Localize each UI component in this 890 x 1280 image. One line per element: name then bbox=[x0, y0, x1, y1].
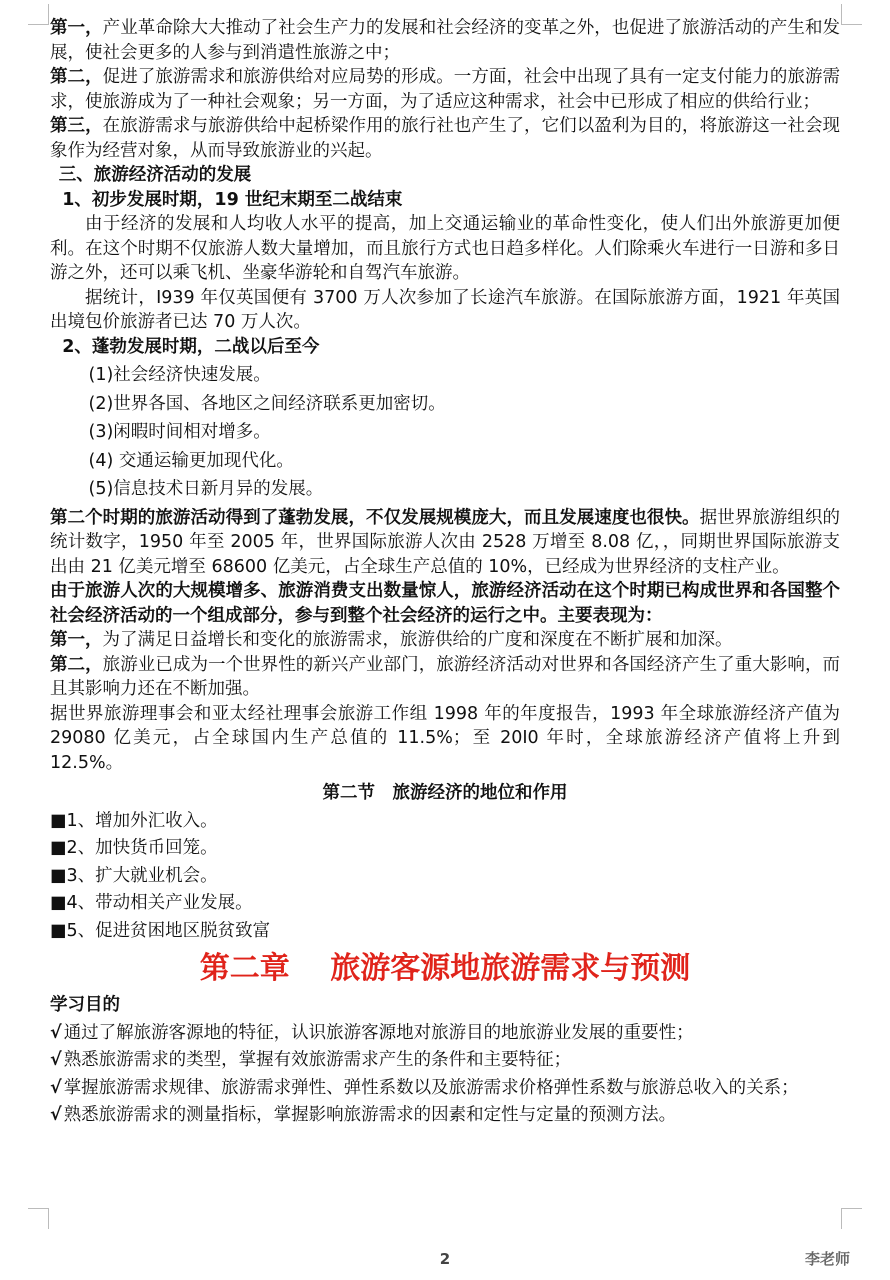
section-title: 第二节 旅游经济的地位和作用 bbox=[322, 783, 568, 803]
list-item: (5)信息技术日新月异的发展。 bbox=[88, 479, 324, 499]
subsection-heading-2: 2、蓬勃发展时期，二战以后至今 bbox=[62, 336, 320, 357]
chapter-title: 第二章 旅游客源地旅游需求与预测 bbox=[199, 951, 691, 986]
paragraph-manifest-second bbox=[50, 653, 840, 702]
paragraph-lead: 第一， bbox=[50, 18, 103, 38]
paragraph-statistics: 据统计，I939 年仅英国便有 3700 万人次参加了长途汽车旅游。在国际旅游方面，1921 年英国出境包价旅游者已达 70 万人次。 bbox=[50, 287, 840, 332]
subsection-heading-1: 1、初步发展时期，19 世纪末期至二战结束 bbox=[62, 189, 403, 210]
paragraph-first bbox=[50, 16, 840, 65]
paragraph-lead: 第二， bbox=[50, 654, 103, 675]
list-item: (4) 交通运输更加现代化。 bbox=[88, 450, 294, 471]
goal-text: 掌握旅游需求规律、旅游需求弹性、弹性系数以及旅游需求价格弹性系数与旅游总收入的关系； bbox=[63, 1077, 799, 1098]
paragraph-lead: 第三， bbox=[50, 116, 103, 136]
page-number: 2 bbox=[439, 1250, 451, 1268]
learning-goals-heading: 学习目的 bbox=[50, 995, 120, 1015]
paragraph-boom-period bbox=[50, 506, 840, 580]
paragraph-text: 据世界旅游组织的统计数字，1950 年至 2005 年，世界国际旅游人次由 2528 万增至 8.08 亿，，同期世界国际旅游支出由 21 亿美元增至 68600 亿美元，占全球生产总值的 10%，已经成为世界经济的支柱产业。 bbox=[50, 507, 841, 577]
author-watermark: 李老师 bbox=[804, 1250, 850, 1268]
check-icon: √ bbox=[50, 1077, 62, 1098]
paragraph-lead: 第二， bbox=[50, 67, 103, 87]
goal-item bbox=[50, 1021, 840, 1046]
section-heading: 三、旅游经济活动的发展 bbox=[58, 165, 252, 185]
check-icon: √ bbox=[50, 1050, 62, 1070]
paragraph-third bbox=[50, 114, 840, 163]
paragraph-manifest-first bbox=[50, 628, 840, 653]
check-icon: √ bbox=[50, 1022, 62, 1043]
crop-mark-top-right bbox=[841, 4, 862, 25]
goal-item bbox=[50, 1103, 840, 1128]
check-icon: √ bbox=[50, 1105, 62, 1125]
document-body bbox=[50, 16, 840, 1128]
paragraph-early-period: 由于经济的发展和人均收人水平的提高，加上交通运输业的革命性变化，使人们出外旅游更加便利。在这个时期不仅旅游人数大量增加，而且旅行方式也日趋多样化。人们除乘火车进行一日游和多日游之外，还可以乘飞机、坐豪华游轮和自驾汽车旅游。 bbox=[50, 214, 840, 283]
goal-text: 熟悉旅游需求的类型，掌握有效旅游需求产生的条件和主要特征； bbox=[63, 1050, 572, 1070]
paragraph-bold: 第二个时期的旅游活动得到了蓬勃发展，不仅发展规模庞大，而且发展速度也很快。 bbox=[50, 507, 700, 528]
list-item: ■1、增加外汇收入。 bbox=[50, 810, 218, 831]
crop-mark-top-left bbox=[28, 4, 49, 25]
list-item: ■4、带动相关产业发展。 bbox=[50, 893, 253, 913]
paragraph-text: 为了满足日益增长和变化的旅游需求，旅游供给的广度和深度在不断扩展和加深。 bbox=[102, 630, 733, 650]
goal-item bbox=[50, 1048, 840, 1073]
list-item: ■2、加快货币回笼。 bbox=[50, 838, 218, 858]
paragraph-text: 旅游业已成为一个世界性的新兴产业部门，旅游经济活动对世界和各国经济产生了重大影响，而且其影响力还在不断加强。 bbox=[50, 654, 840, 699]
goal-item bbox=[50, 1076, 840, 1101]
list-item: (3)闲暇时间相对增多。 bbox=[88, 422, 271, 442]
paragraph-text: 在旅游需求与旅游供给中起桥梁作用的旅行社也产生了，它们以盈利为目的，将旅游这一社会现象作为经营对象，从而导致旅游业的兴起。 bbox=[50, 116, 840, 161]
list-item: ■5、促进贫困地区脱贫致富 bbox=[50, 920, 271, 941]
paragraph-lead: 第一， bbox=[50, 630, 103, 650]
goal-text: 熟悉旅游需求的测量指标，掌握影响旅游需求的因素和定性与定量的预测方法。 bbox=[63, 1105, 677, 1125]
paragraph-text: 促进了旅游需求和旅游供给对应局势的形成。一方面，社会中出现了具有一定支付能力的旅游需求，使旅游成为了一种社会观象；另一方面，为了适应这种需求，社会中已形成了相应的供给行业； bbox=[50, 67, 840, 112]
crop-mark-bottom-right bbox=[841, 1208, 862, 1229]
list-item: ■3、扩大就业机会。 bbox=[50, 865, 218, 886]
list-item: (2)世界各国、各地区之间经济联系更加密切。 bbox=[88, 393, 446, 414]
paragraph-main-manifestation: 由于旅游人次的大规模增多、旅游消费支出数量惊人，旅游经济活动在这个时期已构成世界和各国整个社会经济活动的一个组成部分，参与到整个社会经济的运行之中。主要表现为： bbox=[50, 581, 840, 626]
goal-text: 通过了解旅游客源地的特征，认识旅游客源地对旅游目的地旅游业发展的重要性； bbox=[63, 1022, 694, 1043]
paragraph-second bbox=[50, 65, 840, 114]
paragraph-wttc-report: 据世界旅游理事会和亚太经社理事会旅游工作组 1998 年的年度报告，1993 年全球旅游经济产值为 29080 亿美元，占全球国内生产总值的 11.5%；至 20I0 年时，全球旅游经济产值将上升到 12.5%。 bbox=[50, 703, 840, 773]
list-item: (1)社会经济快速发展。 bbox=[88, 365, 271, 385]
paragraph-text: 产业革命除大大推动了社会生产力的发展和社会经济的变革之外，也促进了旅游活动的产生和发展，使社会更多的人参与到消遣性旅游之中； bbox=[50, 18, 840, 63]
crop-mark-bottom-left bbox=[28, 1208, 49, 1229]
